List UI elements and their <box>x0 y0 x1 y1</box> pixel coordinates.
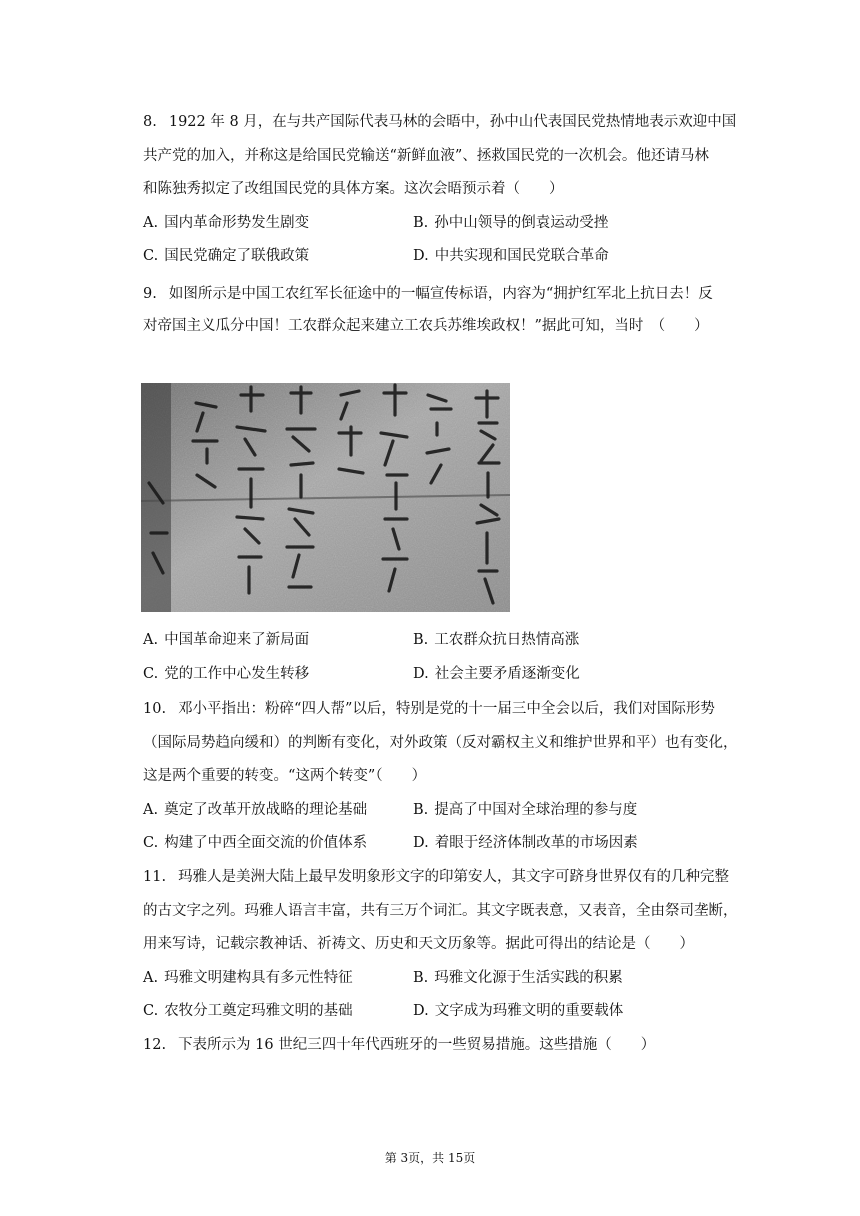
q8-option-b[interactable]: B. 孙中山领导的倒袁运动受挫 <box>413 215 609 231</box>
q8-option-d[interactable]: D. 中共实现和国民党联合革命 <box>413 248 609 264</box>
q10-line-3: 这是两个重要的转变。“这两个转变”（ ） <box>143 768 427 784</box>
q11-line-3: 用来写诗，记载宗教神话、祈祷文、历史和天文历象等。据此可得出的结论是（ ） <box>143 936 694 952</box>
q11-option-d[interactable]: D. 文字成为玛雅文明的重要载体 <box>413 1003 624 1019</box>
q10-option-a[interactable]: A. 奠定了改革开放战略的理论基础 <box>143 802 368 818</box>
q11-option-b[interactable]: B. 玛雅文化源于生活实践的积累 <box>413 970 623 986</box>
q11-number: 11. <box>143 869 167 885</box>
q11-line-1: 11. 玛雅人是美洲大陆上最早发明象形文字的印第安人，其文字可跻身世界仅有的几种完整 <box>143 869 730 885</box>
q9-option-b[interactable]: B. 工农群众抗日热情高涨 <box>413 632 580 648</box>
q9-number: 9. <box>143 286 157 302</box>
q9-option-d[interactable]: D. 社会主要矛盾逐渐变化 <box>413 666 580 682</box>
q10-option-c[interactable]: C. 构建了中西全面交流的价值体系 <box>143 835 368 851</box>
q10-number: 10. <box>143 701 167 717</box>
q10-line-1: 10. 邓小平指出：粉碎“四人帮”以后，特别是党的十一届三中全会以后，我们对国际形势 <box>143 701 715 717</box>
q8-line-3: 和陈独秀拟定了改组国民党的具体方案。这次会晤预示着（ ） <box>143 181 564 197</box>
q9-option-a[interactable]: A. 中国革命迎来了新局面 <box>143 632 310 648</box>
q11-option-a[interactable]: A. 玛雅文明建构具有多元性特征 <box>143 970 353 986</box>
q11-option-c[interactable]: C. 农牧分工奠定玛雅文明的基础 <box>143 1003 353 1019</box>
q12-line-1: 12. 下表所示为 16 世纪三四十年代西班牙的一些贸易措施。这些措施（ ） <box>143 1037 656 1053</box>
q8-number: 8. <box>143 114 157 130</box>
q8-line-1: 8. 1922 年 8 月，在与共产国际代表马林的会晤中，孙中山代表国民党热情地表示欢迎中国 <box>143 114 737 130</box>
q8-option-a[interactable]: A. 国内革命形势发生剧变 <box>143 215 310 231</box>
q11-line-2: 的古文字之列。玛雅人语言丰富，共有三万个词汇。其文字既表意，又表音，全由祭司垄断， <box>143 903 738 919</box>
q8-line-2: 共产党的加入，并称这是给国民党输送“新鲜血液”、拯救国民党的一次机会。他还请马林 <box>143 148 709 164</box>
q12-number: 12. <box>143 1037 167 1053</box>
page-footer: 第 3页，共 15页 <box>384 1151 476 1165</box>
q10-option-d[interactable]: D. 着眼于经济体制改革的市场因素 <box>413 835 638 851</box>
q9-line-2: 对帝国主义瓜分中国！工农群众起来建立工农兵苏维埃政权！”据此可知，当时 （ ） <box>143 318 709 334</box>
propaganda-slogan-photo <box>141 383 510 612</box>
q8-option-c[interactable]: C. 国民党确定了联俄政策 <box>143 248 310 264</box>
q9-option-c[interactable]: C. 党的工作中心发生转移 <box>143 666 310 682</box>
q10-line-2: （国际局势趋向缓和）的判断有变化，对外政策（反对霸权主义和维护世界和平）也有变化， <box>143 735 738 751</box>
q10-option-b[interactable]: B. 提高了中国对全球治理的参与度 <box>413 802 638 818</box>
q9-line-1: 9. 如图所示是中国工农红军长征途中的一幅宣传标语，内容为“拥护红军北上抗日去！反 <box>143 286 713 302</box>
